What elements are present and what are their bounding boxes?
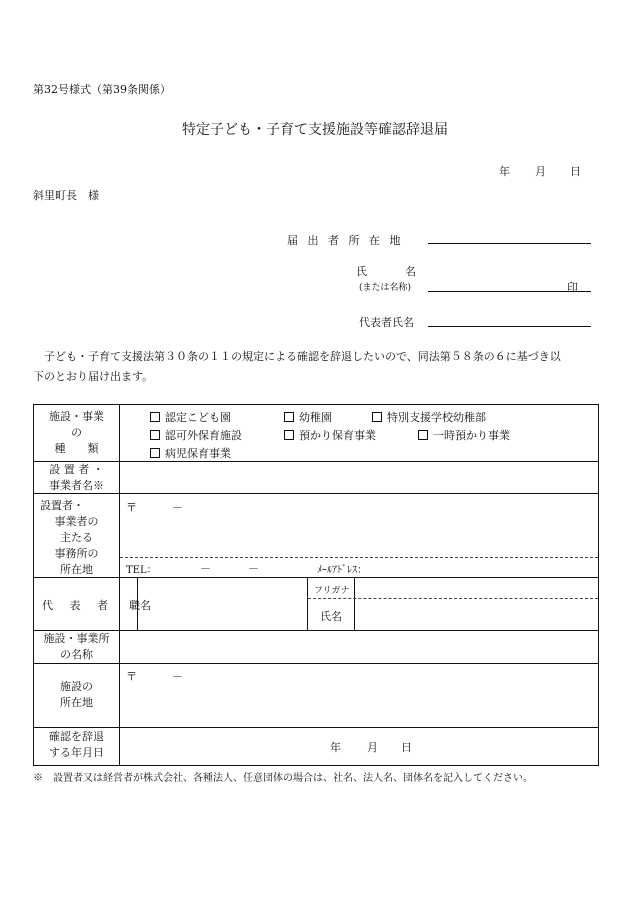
body-text-line-1: 子ども・子育て支援法第３０条の１１の規定による確認を辞退したいので、同法第５８条の６に基づき以	[44, 350, 561, 363]
addressee: 斜里町長 様	[33, 189, 99, 202]
applicant-name-label-2: 名	[405, 265, 416, 278]
withdrawal-date-label: 確認を辞退 する年月日	[49, 730, 104, 759]
body-text-line-2: 下のとおり届け出ます。	[33, 370, 154, 383]
postal-mark: 〒	[126, 501, 137, 514]
withdrawal-day: 日	[401, 741, 412, 754]
withdrawal-month: 月	[367, 741, 378, 754]
applicant-name-sub-label: (または名称)	[359, 283, 412, 293]
representative-label: 代 表 者	[42, 599, 108, 612]
checkbox-byouji-hoiku[interactable]: 病児保育事業	[150, 445, 231, 461]
establisher-name-field[interactable]	[120, 462, 598, 493]
form-number: 第32号様式（第39条関係）	[33, 83, 171, 96]
establisher-name-label: 設 置 者 ・ 事業者名※	[49, 463, 104, 492]
checkbox-tokubetsu-shien[interactable]: 特別支援学校幼稚部	[372, 409, 486, 425]
furigana-label: フリガナ	[314, 586, 350, 596]
office-address-label: 設置者・ 事業者の 主たる 事務所の 所在地	[40, 498, 113, 578]
facility-type-label: 施設・事業 の 種 類	[49, 410, 104, 455]
applicant-name-field[interactable]	[428, 291, 591, 292]
facility-name-label: 施設・事業所 の名称	[43, 632, 110, 661]
facility-name-field[interactable]	[120, 631, 598, 663]
checkbox-ichiji-azukari[interactable]: 一時預かり事業	[418, 427, 510, 443]
applicant-address-field[interactable]	[428, 243, 591, 244]
date-month: 月	[535, 165, 546, 178]
office-address-field[interactable]	[144, 513, 594, 553]
applicant-name-label-1: 氏	[356, 265, 367, 278]
position-field[interactable]	[138, 578, 306, 630]
office-label-line: 設置者・	[40, 499, 84, 512]
applicant-address-label: 届 出 者 所 在 地	[287, 234, 404, 247]
withdrawal-year: 年	[330, 741, 341, 754]
tel-dash-1: －	[200, 562, 211, 575]
checkbox-nintei-kodomoen[interactable]: 認定こども園	[150, 409, 231, 425]
seal-mark: 印	[567, 281, 578, 294]
facility-address-field[interactable]	[144, 683, 594, 723]
form-table	[33, 404, 599, 766]
email-label: ﾒｰﾙｱﾄﾞﾚｽ：	[317, 565, 367, 576]
facility-address-label: 施設の 所在地	[60, 680, 93, 709]
position-label: 職名	[129, 599, 151, 612]
facility-postal-dash: －	[172, 670, 183, 683]
rep-name-label: 氏名	[320, 610, 342, 623]
tel-label: TEL：	[126, 565, 157, 576]
facility-postal-mark: 〒	[126, 670, 137, 683]
footnote: ※ 設置者又は経営者が株式会社、各種法人、任意団体の場合は、社名、法人名、団体名を記入してください。	[33, 773, 533, 784]
checkbox-ninkagai-hoiku[interactable]: 認可外保育施設	[150, 427, 242, 443]
representative-name-field[interactable]	[428, 326, 591, 327]
date-day: 日	[570, 165, 581, 178]
checkbox-azukari-hoiku[interactable]: 預かり保育事業	[284, 427, 376, 443]
document-title: 特定子ども・子育て支援施設等確認辞退届	[182, 122, 448, 138]
furigana-field[interactable]	[355, 578, 598, 597]
date-year: 年	[499, 165, 510, 178]
tel-dash-2: －	[248, 562, 259, 575]
checkbox-youchien[interactable]: 幼稚園	[284, 409, 332, 425]
postal-dash: －	[172, 501, 183, 514]
representative-name-label: 代表者氏名	[359, 316, 414, 329]
rep-name-field[interactable]	[355, 599, 598, 630]
